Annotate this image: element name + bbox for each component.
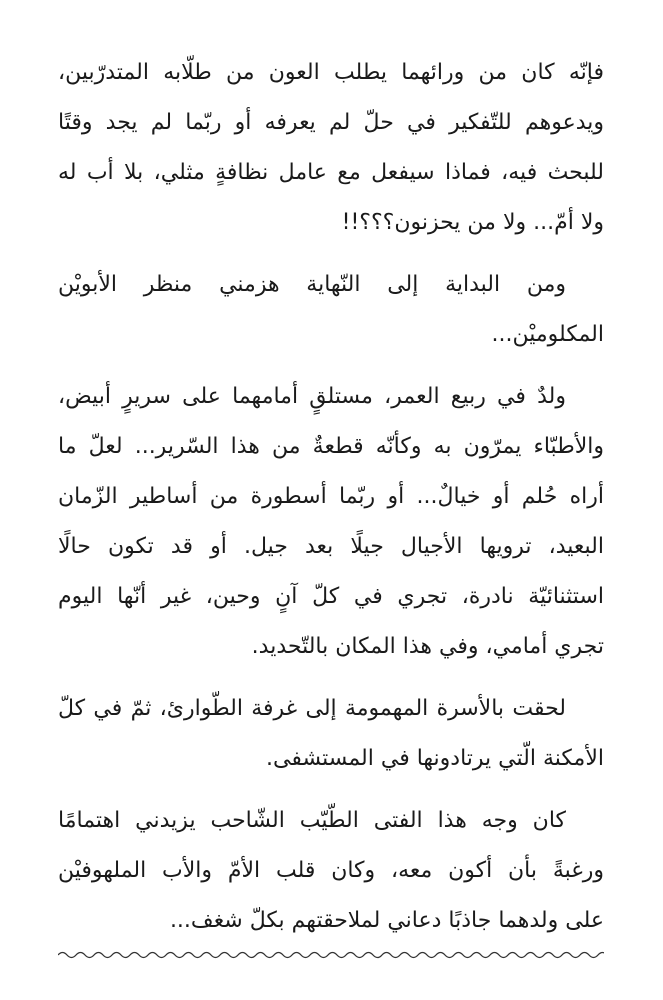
text-line: المكلوميْن... (491, 322, 604, 347)
text-line: استثنائيّة نادرة، تجري في كلّ آنٍ وحين، غير أنّها اليوم (58, 584, 604, 609)
paragraph-2 (58, 260, 604, 360)
paragraph-5 (58, 796, 604, 946)
text-line: أراه حُلم أو خيالٌ... أو ربّما أسطورة من أساطير الزّمان (58, 484, 604, 509)
text-line: كان وجه هذا الفتى الطّيّب الشّاحب يزيدني اهتمامًا (58, 808, 566, 833)
text-line: للبحث فيه، فماذا سيفعل مع عامل نظافةٍ مثلي، بلا أب له (58, 160, 604, 185)
wavy-divider (58, 948, 604, 962)
text-line: لحقت بالأسرة المهمومة إلى غرفة الطّوارئ، ثمّ في كلّ (58, 696, 566, 721)
text-line: ولا أمّ... ولا من يحزنون؟؟؟!! (341, 210, 604, 235)
book-page (58, 48, 604, 958)
text-line: البعيد، ترويها الأجيال جيلًا بعد جيل. أو قد تكون حالًا (58, 534, 604, 559)
text-line: ورغبةً بأن أكون معه، وكان قلب الأمّ والأب الملهوفيْن (58, 858, 604, 883)
text-line: ويدعوهم للتّفكير في حلّ لم يعرفه أو ربّما لم يجد وقتًا (58, 110, 604, 135)
text-line: ومن البداية إلى النّهاية هزمني منظر الأبويْن (58, 272, 566, 297)
paragraph-4 (58, 684, 604, 784)
paragraph-1 (58, 48, 604, 248)
paragraph-3 (58, 372, 604, 672)
text-line: على ولدهما جاذبًا دعاني لملاحقتهم بكلّ شغف... (169, 908, 604, 933)
text-line: فإنّه كان من ورائهما يطلب العون من طلّابه المتدرّبين، (58, 60, 604, 85)
text-line: تجري أمامي، وفي هذا المكان بالتّحديد. (251, 634, 604, 659)
text-line: والأطبّاء يمرّون به وكأنّه قطعةٌ من هذا السّرير... لعلّ ما (58, 434, 604, 459)
text-line: ولدٌ في ربيع العمر، مستلقٍ أمامهما على سريرٍ أبيض، (58, 384, 566, 409)
text-line: الأمكنة الّتي يرتادونها في المستشفى. (265, 746, 604, 771)
wavy-divider-line (58, 953, 604, 958)
